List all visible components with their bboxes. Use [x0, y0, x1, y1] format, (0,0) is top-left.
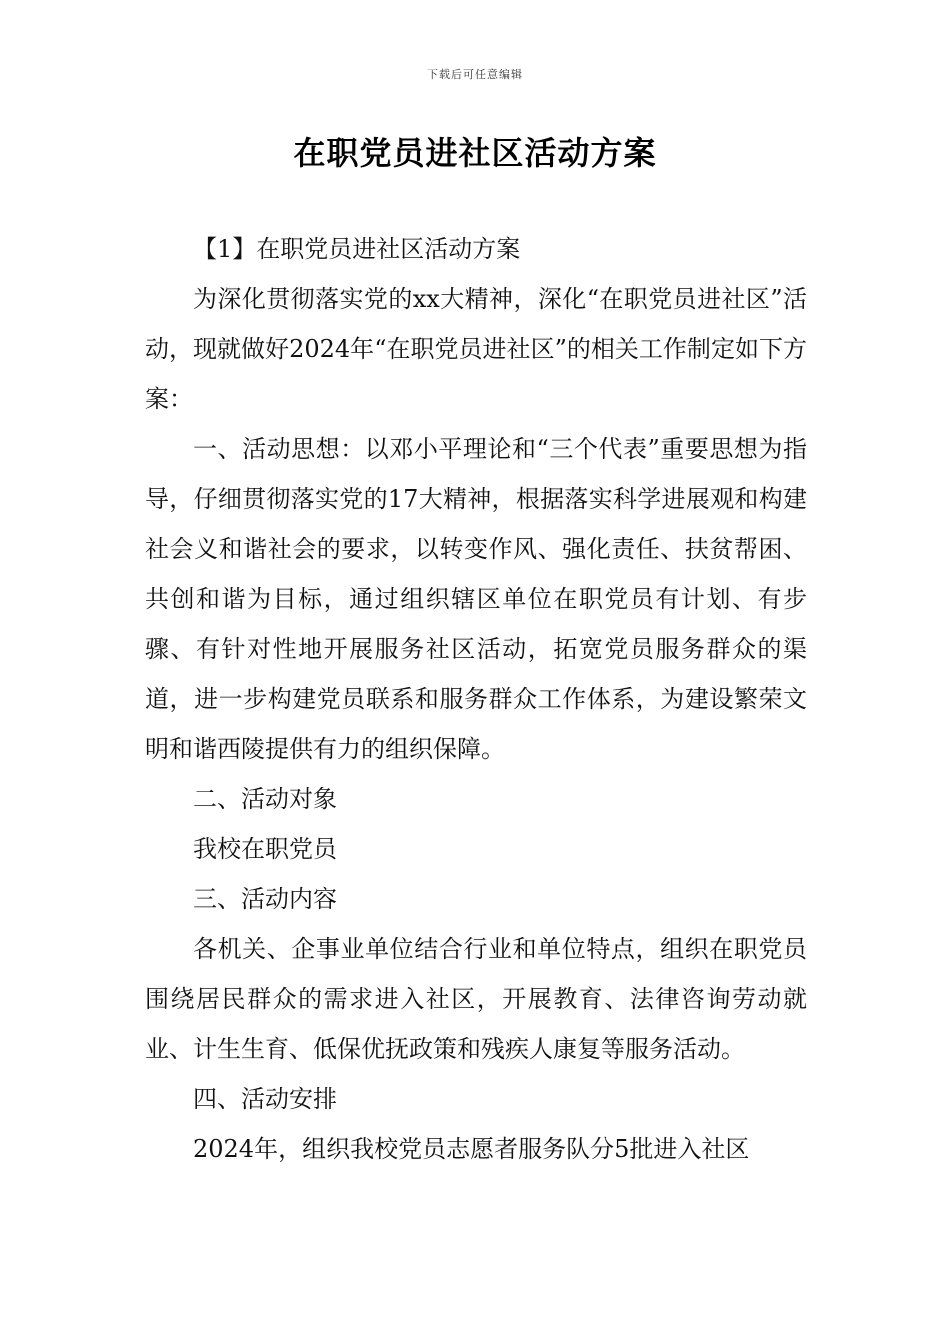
paragraph-intro: 为深化贯彻落实党的xx大精神，深化“在职党员进社区”活动，现就做好2024年“在职党员进社区”的相关工作制定如下方案：	[145, 285, 807, 413]
paragraph-target: 我校在职党员	[193, 835, 337, 863]
document-body	[145, 224, 807, 1174]
paragraph-heading-target: 二、活动对象	[193, 785, 337, 813]
paragraph-section-heading: 【1】在职党员进社区活动方案	[193, 235, 521, 263]
document-title: 在职党员进社区活动方案	[293, 134, 657, 172]
paragraph-guiding-idea: 一、活动思想：以邓小平理论和“三个代表”重要思想为指导，仔细贯彻落实党的17大精神，根据落实科学进展观和构建社会义和谐社会的要求，以转变作风、强化责任、扶贫帮困、共创和谐为目标，通过组织辖区单位在职党员有计划、有步骤、有针对性地开展服务社区活动，拓宽党员服务群众的渠道，进一步构建党员联系和服务群众工作体系，为建设繁荣文明和谐西陵提供有力的组织保障。	[145, 435, 807, 763]
paragraph-heading-schedule: 四、活动安排	[193, 1085, 337, 1113]
header-note: 下载后可任意编辑	[427, 68, 523, 81]
paragraph-heading-content: 三、活动内容	[193, 885, 337, 913]
paragraph-content: 各机关、企事业单位结合行业和单位特点，组织在职党员围绕居民群众的需求进入社区，开展教育、法律咨询劳动就业、计生生育、低保优抚政策和残疾人康复等服务活动。	[145, 935, 807, 1063]
paragraph-schedule: 2024年，组织我校党员志愿者服务队分5批进入社区	[193, 1135, 750, 1163]
